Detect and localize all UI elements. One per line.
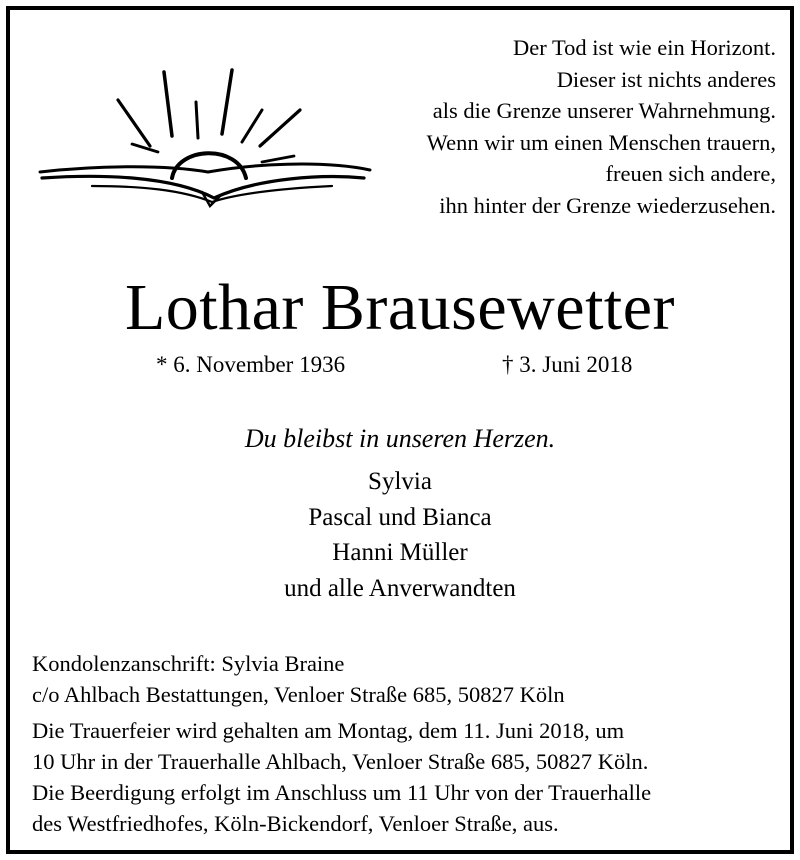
poem-line: freuen sich andere, (605, 161, 776, 186)
poem-line: ihn hinter der Grenze wiederzusehen. (439, 192, 776, 218)
obituary-card (6, 6, 794, 854)
poem-line: Wenn wir um einen Menschen trauern, (426, 129, 776, 155)
poem-line: als die Grenze unserer Wahrnehmung. (432, 98, 776, 123)
poem-line: Dieser ist nichts anderes (556, 66, 776, 92)
mourner: Pascal und Bianca (308, 503, 492, 531)
funeral-info-line: Die Trauerfeier wird gehalten am Montag, dem 11. Juni 2018, um (32, 718, 625, 743)
motto: Du bleibst in unseren Herzen. (244, 424, 556, 453)
poem (427, 32, 776, 221)
funeral-info (32, 715, 651, 839)
mourner: Hanni Müller (332, 539, 468, 566)
mourner: Sylvia (368, 468, 432, 495)
condolence-line: c/o Ahlbach Bestattungen, Venloer Straße 685, 50827 Köln (32, 682, 565, 707)
funeral-info-line: 10 Uhr in der Trauerhalle Ahlbach, Venloer Straße 685, 50827 Köln. (32, 749, 649, 774)
mourner: und alle Anverwandten (284, 574, 516, 602)
birth-date: * 6. November 1936 (156, 352, 346, 377)
funeral-info-line: des Westfriedhofes, Köln-Bickendorf, Venloer Straße, aus. (32, 811, 559, 836)
condolence-line: Kondolenzanschrift: Sylvia Braine (32, 651, 345, 676)
sunrise-icon (32, 60, 372, 210)
condolence-address (32, 648, 565, 710)
deceased-name: Lothar Brausewetter (124, 271, 676, 344)
death-date: † 3. Juni 2018 (502, 352, 633, 377)
mourners-list (10, 464, 790, 606)
funeral-info-line: Die Beerdigung erfolgt im Anschluss um 11 Uhr von der Trauerhalle (32, 780, 652, 805)
poem-line: Der Tod ist wie ein Horizont. (513, 35, 776, 60)
